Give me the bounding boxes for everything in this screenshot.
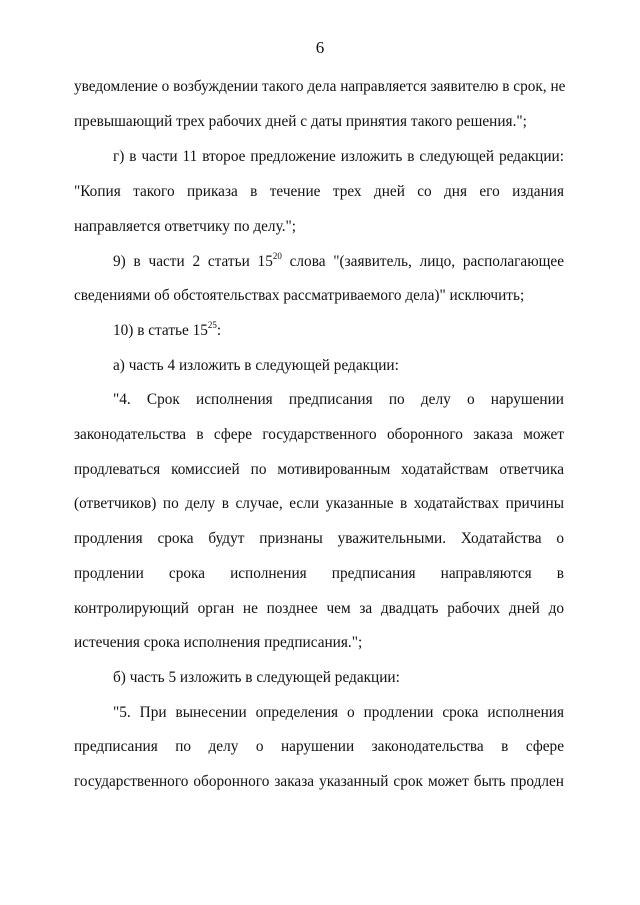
superscript: 25 [207,320,217,330]
text-line: превышающий трех рабочих дней с даты принятия такого решения."; [74,113,527,130]
text-line: "Копия такого приказа в течение трех дней со дня его издания [74,183,564,200]
text-line: законодательства в сфере государственного оборонного заказа может [74,426,564,443]
text-line [113,252,564,272]
text-line: г) в части 11 второе предложение изложить в следующей редакции: [113,148,564,165]
text-line: "4. Срок исполнения предписания по делу о нарушении [113,391,564,408]
text-line: уведомление о возбуждении такого дела направляется заявителю в срок, не [74,78,566,95]
text-line: направляется ответчику по делу."; [74,218,297,235]
text-line: продлеваться комиссией по мотивированным ходатайствам ответчика [74,461,564,478]
text-line: государственного оборонного заказа указанный срок может быть продлен [74,773,564,790]
text-fragment: 10) в статье 15 [113,322,208,339]
text-line: сведениями об обстоятельствах рассматриваемого дела)" исключить; [74,287,525,304]
text-line: предписания по делу о нарушении законодательства в сфере [74,738,564,755]
text-fragment: 9) в части 2 статьи 15 [113,253,273,270]
text-line: (ответчиков) по делу в случае, если указанные в ходатайствах причины [74,495,564,512]
text-line: продлении срока исполнения предписания направляются в [74,565,564,582]
text-fragment: : [216,322,222,339]
text-line: "5. При вынесении определения о продлении срока исполнения [113,704,564,721]
superscript: 20 [272,251,282,261]
text-line: продления срока будут признаны уважительными. Ходатайства о [74,530,564,547]
text-line [113,321,564,341]
text-line: контролирующий орган не позднее чем за двадцать рабочих дней до [74,600,564,617]
text-fragment: слова "(заявитель, лицо, располагающее [281,253,564,270]
text-line: б) часть 5 изложить в следующей редакции: [113,669,400,686]
page-number: 6 [315,38,325,57]
text-line: а) часть 4 изложить в следующей редакции: [113,357,399,374]
text-line: истечения срока исполнения предписания."; [74,634,363,651]
